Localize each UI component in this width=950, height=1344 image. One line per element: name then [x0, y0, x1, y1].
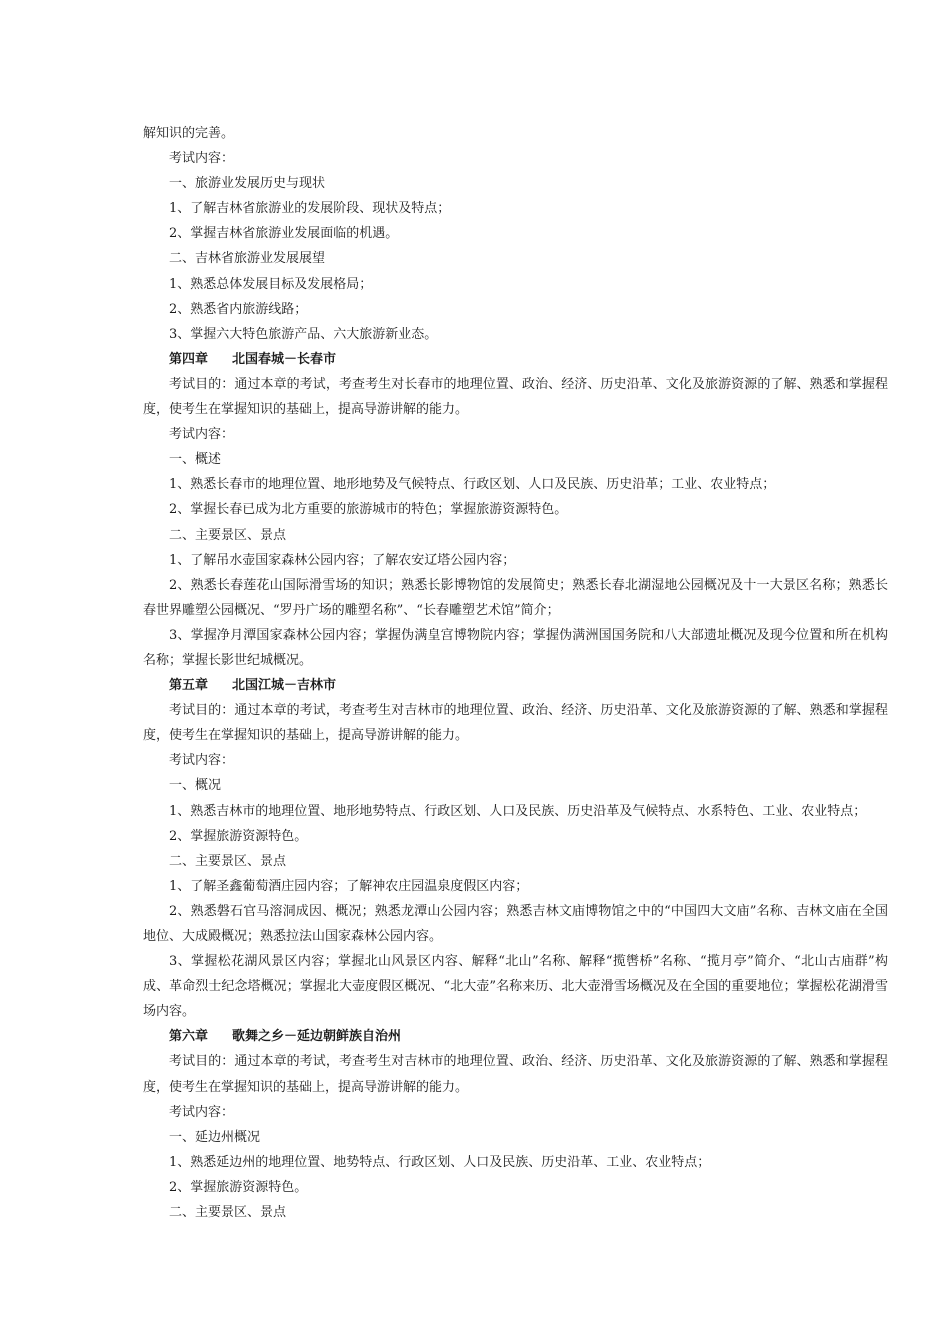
- section-heading: 二、主要景区、景点: [169, 853, 287, 869]
- chapter-number: 第六章: [169, 1029, 209, 1045]
- document-body: [143, 121, 888, 1225]
- paragraph: 考试目的：通过本章的考试，考查考生对吉林市的地理位置、政治、经济、历史沿革、文化及旅游资源的了解、熟悉和掌握程度，使考生在掌握知识的基础上，提高导游讲解的能力。: [143, 703, 888, 744]
- list-item: 2、熟悉长春莲花山国际滑雪场的知识；熟悉长影博物馆的发展简史；熟悉长春北湖湿地公园概况及十一大景区名称；熟悉长春世界雕塑公园概况、“罗丹广场的雕塑名称”、“长春雕塑艺术馆”简介；: [143, 577, 888, 618]
- chapter-title: 北国春城－长春市: [232, 351, 337, 367]
- list-item: 1、了解圣鑫葡萄酒庄园内容；了解神农庄园温泉度假区内容；: [169, 878, 529, 894]
- paragraph: 考试目的：通过本章的考试，考查考生对吉林市的地理位置、政治、经济、历史沿革、文化及旅游资源的了解、熟悉和掌握程度，使考生在掌握知识的基础上，提高导游讲解的能力。: [143, 1054, 888, 1095]
- list-item: 2、掌握吉林省旅游业发展面临的机遇。: [169, 226, 399, 242]
- paragraph: 考试目的：通过本章的考试，考查考生对长春市的地理位置、政治、经济、历史沿革、文化及旅游资源的了解、熟悉和掌握程度，使考生在掌握知识的基础上，提高导游讲解的能力。: [143, 376, 888, 418]
- chapter-heading: [143, 673, 888, 698]
- list-item: 3、掌握净月潭国家森林公园内容；掌握伪满皇宫博物院内容；掌握伪满洲国国务院和八大部遗址概况及现今位置和所在机构名称；掌握长影世纪城概况。: [143, 627, 888, 668]
- chapter-title: 北国江城－吉林市: [232, 678, 337, 694]
- chapter-number: 第四章: [169, 351, 209, 367]
- paragraph: 考试内容：: [169, 427, 235, 443]
- paragraph: 解知识的完善。: [143, 126, 235, 141]
- chapter-heading: [143, 1024, 888, 1049]
- section-heading: 二、主要景区、景点: [169, 527, 287, 543]
- paragraph: 考试内容：: [169, 1104, 235, 1120]
- list-item: 2、掌握长春已成为北方重要的旅游城市的特色；掌握旅游资源特色。: [169, 502, 568, 518]
- list-item: 2、掌握旅游资源特色。: [169, 1179, 308, 1195]
- chapter-title: 歌舞之乡－延边朝鲜族自治州: [232, 1029, 402, 1045]
- list-item: 2、掌握旅游资源特色。: [169, 828, 308, 844]
- paragraph: 考试内容：: [169, 753, 235, 769]
- list-item: 1、了解吉林省旅游业的发展阶段、现状及特点；: [169, 201, 451, 217]
- list-item: 1、熟悉吉林市的地理位置、地形地势特点、行政区划、人口及民族、历史沿革及气候特点、水系特色、工业、农业特点；: [169, 803, 867, 819]
- section-heading: 一、概述: [169, 452, 222, 468]
- chapter-heading: [143, 347, 888, 372]
- list-item: 1、了解吊水壶国家森林公园内容；了解农安辽塔公园内容；: [169, 552, 516, 568]
- list-item: 2、熟悉磐石官马溶洞成因、概况；熟悉龙潭山公园内容；熟悉吉林文庙博物馆之中的“中国四大文庙”名称、吉林文庙在全国地位、大成殿概况；熟悉拉法山国家森林公园内容。: [143, 903, 888, 944]
- chapter-number: 第五章: [169, 678, 209, 694]
- section-heading: 一、概况: [169, 778, 222, 794]
- section-heading: 二、吉林省旅游业发展展望: [169, 251, 326, 267]
- list-item: 3、掌握松花湖风景区内容；掌握北山风景区内容、解释“北山”名称、解释“揽辔桥”名称、“揽月亭”简介、“北山古庙群”构成、革命烈士纪念塔概况；掌握北大壶度假区概况、“北大壶”名称来历、北大壶滑雪场概况及在全国的重要地位；掌握松花湖滑雪场内容。: [143, 954, 888, 1020]
- list-item: 1、熟悉总体发展目标及发展格局；: [169, 276, 373, 292]
- paragraph: 考试内容：: [169, 151, 235, 167]
- section-heading: 二、主要景区、景点: [169, 1205, 287, 1221]
- section-heading: 一、旅游业发展历史与现状: [169, 176, 326, 192]
- list-item: 1、熟悉延边州的地理位置、地势特点、行政区划、人口及民族、历史沿革、工业、农业特点；: [169, 1154, 711, 1170]
- list-item: 2、熟悉省内旅游线路；: [169, 301, 308, 317]
- list-item: 3、掌握六大特色旅游产品、六大旅游新业态。: [169, 326, 438, 342]
- section-heading: 一、延边州概况: [169, 1129, 261, 1145]
- list-item: 1、熟悉长春市的地理位置、地形地势及气候特点、行政区划、人口及民族、历史沿革；工业、农业特点；: [169, 477, 776, 493]
